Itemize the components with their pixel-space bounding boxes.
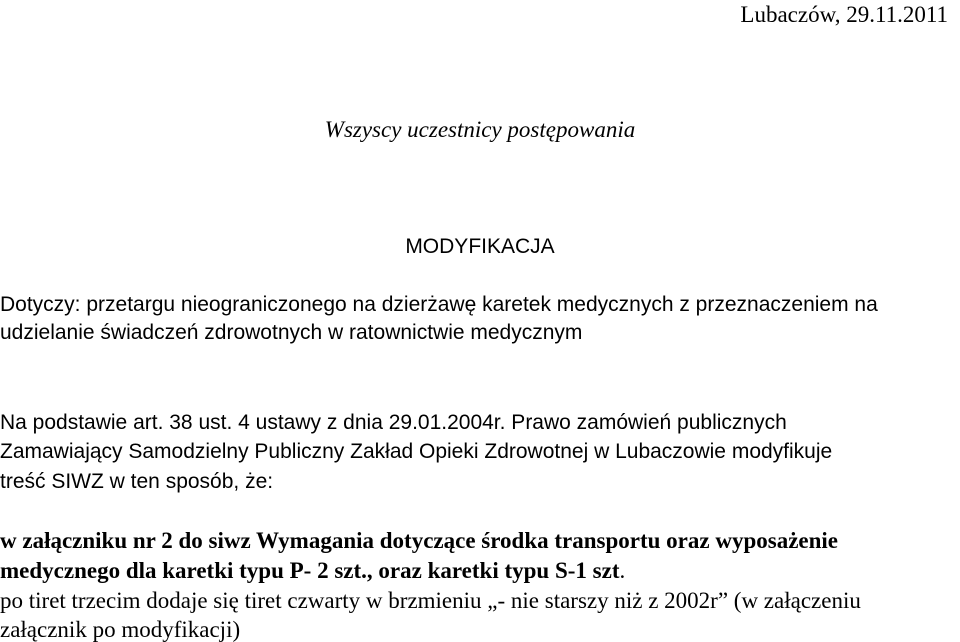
modification-line-3: po tiret trzecim dodaje się tiret czwarty w brzmieniu „- nie starszy niż z 2002r” (w załączeniu xyxy=(0,588,861,613)
modification-line-2-bold: medycznego dla karetki typu P- 2 szt., oraz karetki typu S-1 szt xyxy=(0,558,620,583)
subject-line-2: udzielanie świadczeń zdrowotnych w ratownictwie medycznym xyxy=(0,321,583,344)
basis-line-2: Zamawiający Samodzielny Publiczny Zakład Opieki Zdrowotnej w Lubaczowie modyfikuje xyxy=(0,440,833,463)
modification-line-2-end: . xyxy=(619,558,626,583)
basis-line-1: Na podstawie art. 38 ust. 4 ustawy z dnia 29.01.2004r. Prawo zamówień publicznych xyxy=(0,411,787,434)
modification-line-2 xyxy=(0,559,625,582)
modification-line-1: w załączniku nr 2 do siwz Wymagania dotyczące środka transportu oraz wyposażenie xyxy=(0,528,838,553)
subject-line-1: Dotyczy: przetargu nieograniczonego na dzierżawę karetek medycznych z przeznaczeniem na xyxy=(0,293,878,316)
document-title: MODYFIKACJA xyxy=(405,235,555,258)
basis-line-3: treść SIWZ w ten sposób, że: xyxy=(0,470,274,493)
date-line: Lubaczów, 29.11.2011 xyxy=(740,2,948,27)
modification-line-4: załącznik po modyfikacji) xyxy=(0,617,241,642)
recipients-line: Wszyscy uczestnicy postępowania xyxy=(324,117,636,142)
